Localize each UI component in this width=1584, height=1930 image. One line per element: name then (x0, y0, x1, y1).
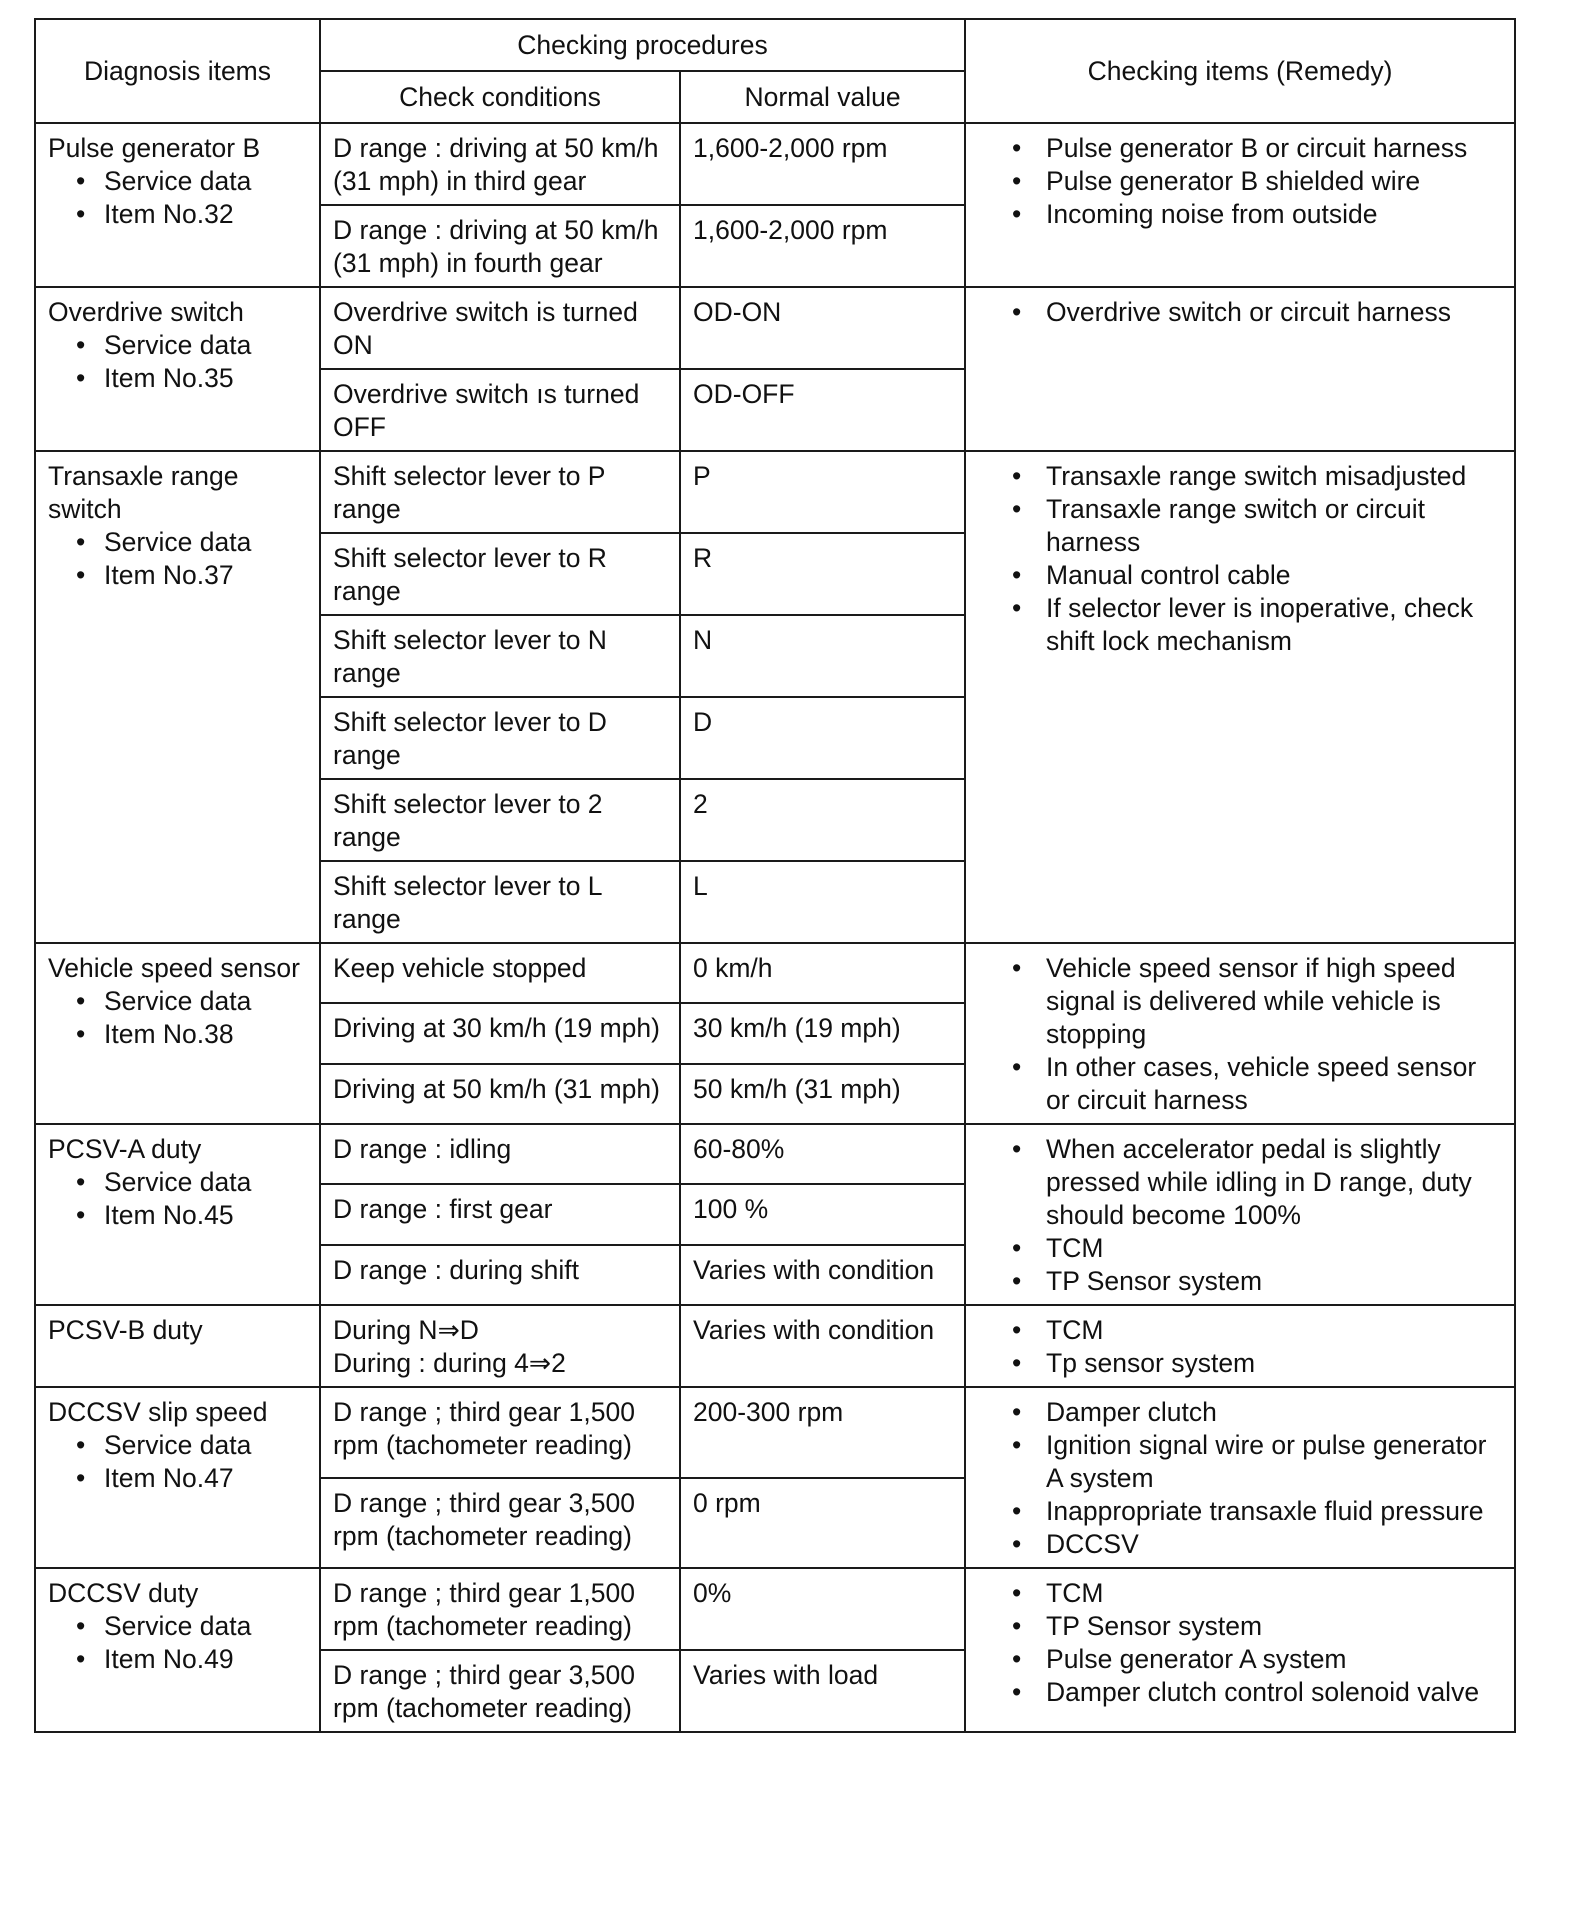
diagnosis-item-name: Overdrive switch (48, 297, 244, 327)
normal-value-cell: 100 % (680, 1184, 965, 1244)
normal-value-cell: N (680, 615, 965, 697)
diagnosis-sub-item: • Item No.45 (72, 1199, 309, 1232)
remedy-item: • Pulse generator B shielded wire (1006, 165, 1504, 198)
normal-value-cell: D (680, 697, 965, 779)
normal-value-cell: R (680, 533, 965, 615)
normal-value-cell: Varies with load (680, 1650, 965, 1732)
remedy-cell (965, 1387, 1515, 1568)
check-condition-cell: D range : driving at 50 km/h (31 mph) in third gear (320, 123, 680, 205)
diagnosis-item-name: Pulse generator B (48, 133, 261, 163)
table-row (35, 123, 1515, 205)
normal-value-cell: 2 (680, 779, 965, 861)
diagnosis-table (34, 18, 1516, 1733)
table-body (35, 123, 1515, 1732)
table-row (35, 1568, 1515, 1650)
check-condition-cell: Driving at 50 km/h (31 mph) (320, 1064, 680, 1124)
remedy-item: • TCM (1006, 1232, 1504, 1265)
normal-value-cell: 0% (680, 1568, 965, 1650)
diagnosis-item-name: PCSV-A duty (48, 1134, 202, 1164)
check-condition-line: During N⇒D (333, 1315, 479, 1345)
remedy-item: • TCM (1006, 1314, 1504, 1347)
diagnosis-sub-item: • Service data (72, 1166, 309, 1199)
diagnosis-sub-list (48, 329, 309, 395)
check-condition-cell: D range ; third gear 1,500 rpm (tachometer reading) (320, 1568, 680, 1650)
check-condition-cell: D range ; third gear 3,500 rpm (tachometer reading) (320, 1478, 680, 1569)
diagnosis-item-name: Vehicle speed sensor (48, 953, 300, 983)
remedy-cell (965, 1568, 1515, 1732)
remedy-cell (965, 943, 1515, 1124)
diagnosis-sub-item: • Item No.32 (72, 198, 309, 231)
check-condition-cell: Overdrive switch is turned ON (320, 287, 680, 369)
check-condition-cell: D range : driving at 50 km/h (31 mph) in fourth gear (320, 205, 680, 287)
diagnosis-sub-item: • Service data (72, 526, 309, 559)
remedy-item: • Pulse generator A system (1006, 1643, 1504, 1676)
header-normal-value: Normal value (680, 71, 965, 123)
diagnosis-item-name: DCCSV duty (48, 1578, 199, 1608)
normal-value-cell: L (680, 861, 965, 943)
diagnosis-sub-item: • Service data (72, 1429, 309, 1462)
remedy-item: • Inappropriate transaxle fluid pressure (1006, 1495, 1504, 1528)
normal-value-cell: 0 km/h (680, 943, 965, 1003)
remedy-item: • Damper clutch (1006, 1396, 1504, 1429)
diagnosis-item-cell (35, 1387, 320, 1568)
remedy-item: • When accelerator pedal is slightly pressed while idling in D range, duty should become 100% (1006, 1133, 1504, 1232)
diagnosis-item-name: Transaxle range switch (48, 461, 239, 524)
normal-value-cell: Varies with condition (680, 1305, 965, 1387)
diagnosis-item-cell (35, 1305, 320, 1387)
remedy-item: • TCM (1006, 1577, 1504, 1610)
table-header (35, 19, 1515, 123)
normal-value-cell: OD-ON (680, 287, 965, 369)
check-condition-cell (320, 1305, 680, 1387)
check-condition-cell: Shift selector lever to R range (320, 533, 680, 615)
remedy-list (978, 132, 1504, 231)
remedy-list (978, 1133, 1504, 1298)
remedy-item: • In other cases, vehicle speed sensor or circuit harness (1006, 1051, 1504, 1117)
remedy-item: • Vehicle speed sensor if high speed signal is delivered while vehicle is stopping (1006, 952, 1504, 1051)
normal-value-cell: P (680, 451, 965, 533)
normal-value-cell: 50 km/h (31 mph) (680, 1064, 965, 1124)
diagnosis-sub-item: • Service data (72, 1610, 309, 1643)
check-condition-cell: Shift selector lever to N range (320, 615, 680, 697)
check-condition-cell: Driving at 30 km/h (19 mph) (320, 1003, 680, 1063)
header-check-conditions: Check conditions (320, 71, 680, 123)
header-checking-procedures: Checking procedures (320, 19, 965, 71)
table-row (35, 1124, 1515, 1184)
remedy-item: • DCCSV (1006, 1528, 1504, 1561)
remedy-cell (965, 451, 1515, 943)
check-condition-line: During : during 4⇒2 (333, 1348, 566, 1378)
remedy-cell (965, 287, 1515, 451)
normal-value-cell: OD-OFF (680, 369, 965, 451)
diagnosis-item-cell (35, 1124, 320, 1305)
remedy-list (978, 460, 1504, 658)
check-condition-cell: D range : first gear (320, 1184, 680, 1244)
normal-value-cell: 60-80% (680, 1124, 965, 1184)
remedy-item: • Transaxle range switch or circuit harness (1006, 493, 1504, 559)
diagnosis-item-cell (35, 943, 320, 1124)
remedy-list (978, 1396, 1504, 1561)
diagnosis-sub-list (48, 1166, 309, 1232)
diagnosis-sub-item: • Item No.38 (72, 1018, 309, 1051)
check-condition-cell: Shift selector lever to P range (320, 451, 680, 533)
diagnosis-item-cell (35, 287, 320, 451)
remedy-item: • Damper clutch control solenoid valve (1006, 1676, 1504, 1709)
diagnosis-item-name: PCSV-B duty (48, 1315, 203, 1345)
table-row (35, 1305, 1515, 1387)
remedy-item: • Ignition signal wire or pulse generator A system (1006, 1429, 1504, 1495)
remedy-item: • TP Sensor system (1006, 1265, 1504, 1298)
normal-value-cell: 0 rpm (680, 1478, 965, 1569)
diagnosis-item-cell (35, 123, 320, 287)
diagnosis-sub-list (48, 1610, 309, 1676)
table-row (35, 451, 1515, 533)
check-condition-cell: D range ; third gear 3,500 rpm (tachometer reading) (320, 1650, 680, 1732)
remedy-item: • Incoming noise from outside (1006, 198, 1504, 231)
diagnosis-item-cell (35, 451, 320, 943)
table-row (35, 943, 1515, 1003)
diagnosis-sub-item: • Item No.37 (72, 559, 309, 592)
diagnosis-sub-item: • Service data (72, 329, 309, 362)
diagnosis-sub-item: • Service data (72, 985, 309, 1018)
diagnosis-sub-list (48, 165, 309, 231)
check-condition-cell: D range : during shift (320, 1245, 680, 1305)
remedy-cell (965, 1305, 1515, 1387)
remedy-item: • Tp sensor system (1006, 1347, 1504, 1380)
diagnosis-sub-list (48, 1429, 309, 1495)
check-condition-cell: Shift selector lever to L range (320, 861, 680, 943)
diagnosis-sub-list (48, 985, 309, 1051)
normal-value-cell: 1,600-2,000 rpm (680, 123, 965, 205)
check-condition-cell: Keep vehicle stopped (320, 943, 680, 1003)
check-condition-cell: Shift selector lever to D range (320, 697, 680, 779)
diagnosis-sub-item: • Item No.49 (72, 1643, 309, 1676)
diagnosis-sub-item: • Service data (72, 165, 309, 198)
remedy-list (978, 1314, 1504, 1380)
header-diagnosis-items: Diagnosis items (35, 19, 320, 123)
check-condition-cell: D range : idling (320, 1124, 680, 1184)
diagnosis-sub-item: • Item No.35 (72, 362, 309, 395)
check-condition-cell: D range ; third gear 1,500 rpm (tachometer reading) (320, 1387, 680, 1478)
normal-value-cell: Varies with condition (680, 1245, 965, 1305)
remedy-cell (965, 1124, 1515, 1305)
remedy-list (978, 952, 1504, 1117)
normal-value-cell: 30 km/h (19 mph) (680, 1003, 965, 1063)
remedy-item: • Pulse generator B or circuit harness (1006, 132, 1504, 165)
diagnosis-item-name: DCCSV slip speed (48, 1397, 268, 1427)
diagnosis-item-cell (35, 1568, 320, 1732)
remedy-item: • Overdrive switch or circuit harness (1006, 296, 1504, 329)
remedy-item: • If selector lever is inoperative, check shift lock mechanism (1006, 592, 1504, 658)
header-checking-items: Checking items (Remedy) (965, 19, 1515, 123)
diagnosis-table-page (34, 18, 1514, 1733)
normal-value-cell: 1,600-2,000 rpm (680, 205, 965, 287)
remedy-item: • Transaxle range switch misadjusted (1006, 460, 1504, 493)
diagnosis-sub-list (48, 526, 309, 592)
remedy-list (978, 1577, 1504, 1709)
remedy-item: • Manual control cable (1006, 559, 1504, 592)
check-condition-cell: Overdrive switch ıs turned OFF (320, 369, 680, 451)
remedy-item: • TP Sensor system (1006, 1610, 1504, 1643)
check-condition-cell: Shift selector lever to 2 range (320, 779, 680, 861)
remedy-list (978, 296, 1504, 329)
remedy-cell (965, 123, 1515, 287)
normal-value-cell: 200-300 rpm (680, 1387, 965, 1478)
table-row (35, 1387, 1515, 1478)
diagnosis-sub-item: • Item No.47 (72, 1462, 309, 1495)
table-row (35, 287, 1515, 369)
